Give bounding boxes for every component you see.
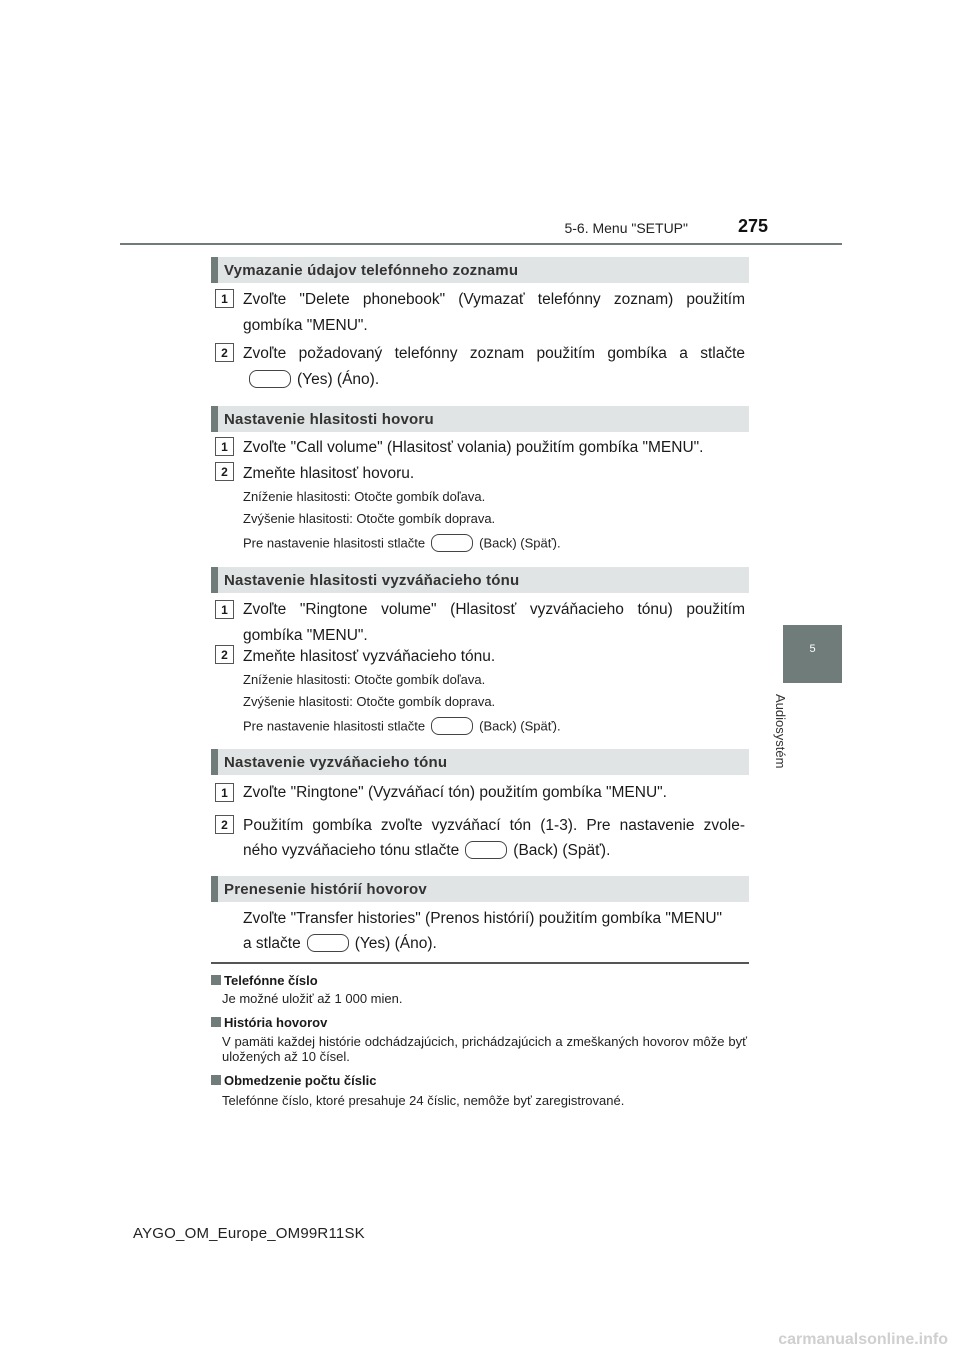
watermark: carmanualsonline.info [778,1331,948,1348]
transfer-text-cont [243,931,745,957]
step-text-cont [243,838,745,864]
step-text: Zvoľte "Ringtone" (Vyzváňací tón) použitím gombíka "MENU". [243,784,667,801]
section-header-ringtone [211,749,749,775]
running-header: 5-6. Menu "SETUP" [564,220,688,236]
step-text: Zvoľte "Delete phonebook" (Vymazať telefónny zoznam) použitím gombíka "MENU". [243,291,745,334]
step-text: Zmeňte hlasitosť hovoru. [243,465,415,482]
step-text: Zvoľte požadovaný telefónny zoznam použitím gombíka a stlačte [243,345,745,362]
step-number: 2 [215,462,234,481]
section-header-ringtone-volume [211,567,749,593]
section-header-transfer [211,876,749,902]
step-text: Zvoľte "Ringtone volume" (Hlasitosť vyzváňacieho tónu) použitím gombíka "MENU". [243,601,745,644]
document-code: AYGO_OM_Europe_OM99R11SK [133,1225,365,1242]
step-number: 1 [215,783,234,802]
step-number: 2 [215,343,234,362]
step-text-suffix: (Back) (Späť). [513,842,611,859]
step-text: Zvoľte "Call volume" (Hlasitosť volania) použitím gombíka "MENU". [243,439,704,456]
page-number: 275 [738,216,769,236]
step-number: 2 [215,815,234,834]
note-title [211,973,318,988]
note-body: V pamäti každej histórie odchádzajúcich, prichádzajúcich a zmeškaných hovorov môže byť uložených až 10 čísel. [222,1034,747,1064]
note-body: Je možné uložiť až 1 000 mien. [222,991,403,1006]
step-number: 1 [215,437,234,456]
hint-decrease: Zníženie hlasitosti: Otočte gombík doľava. [243,672,486,687]
step-number: 1 [215,600,234,619]
hint-increase: Zvýšenie hlasitosti: Otočte gombík doprava. [243,511,496,526]
section-title: Nastavenie hlasitosti vyzváňacieho tónu [224,572,520,589]
note-body: Telefónne číslo, ktoré presahuje 24 číslic, nemôže byť zaregistrované. [222,1093,625,1108]
back-button-icon [431,717,473,735]
hint-back-suffix: (Back) (Späť). [479,718,561,734]
transfer-text: Zvoľte "Transfer histories" (Prenos histórií) použitím gombíka "MENU" [243,910,723,927]
step-number: 2 [215,645,234,664]
note-title-text: Obmedzenie počtu číslic [224,1073,377,1088]
section-title: Vymazanie údajov telefónneho zoznamu [224,262,519,279]
section-header-delete-phonebook [211,257,749,283]
note-title-text: Telefónne číslo [224,973,318,988]
note-title [211,1015,327,1030]
step-text-suffix: (Yes) (Áno). [297,371,380,388]
section-title: Nastavenie hlasitosti hovoru [224,411,434,428]
chapter-label-text: Audiosystém [773,694,788,769]
note-title-text: História hovorov [224,1015,328,1030]
chapter-tab: 5 [783,625,842,683]
back-button-icon [431,534,473,552]
hint-back-suffix: (Back) (Späť). [479,535,561,551]
notes-rule [211,962,749,964]
transfer-text-part: a stlačte [243,935,301,952]
header-rule [120,243,842,245]
section-header-call-volume [211,406,749,432]
section-title: Nastavenie vyzváňacieho tónu [224,754,448,771]
back-button-icon [465,841,507,859]
hint-increase: Zvýšenie hlasitosti: Otočte gombík doprava. [243,694,496,709]
step-text-cont [243,367,745,393]
step-number: 1 [215,289,234,308]
step-text-part: ného vyzváňacieho tónu stlačte [243,842,460,859]
square-bullet-icon [211,1075,221,1085]
hint-back-text: Pre nastavenie hlasitosti stlačte [243,535,426,551]
square-bullet-icon [211,1017,221,1027]
hint-back [243,718,561,736]
chapter-label [773,690,806,780]
hint-decrease: Zníženie hlasitosti: Otočte gombík doľava. [243,489,486,504]
note-title [211,1073,376,1088]
hint-back-text: Pre nastavenie hlasitosti stlačte [243,718,426,734]
step-text: Použitím gombíka zvoľte vyzváňací tón (1-3). Pre nastavenie zvole- [243,817,745,834]
square-bullet-icon [211,975,221,985]
transfer-text-suffix: (Yes) (Áno). [354,935,437,952]
yes-button-icon [307,934,349,952]
hint-back [243,535,561,553]
step-text: Zmeňte hlasitosť vyzváňacieho tónu. [243,648,496,665]
section-title: Prenesenie histórií hovorov [224,881,427,898]
yes-button-icon [249,370,291,388]
